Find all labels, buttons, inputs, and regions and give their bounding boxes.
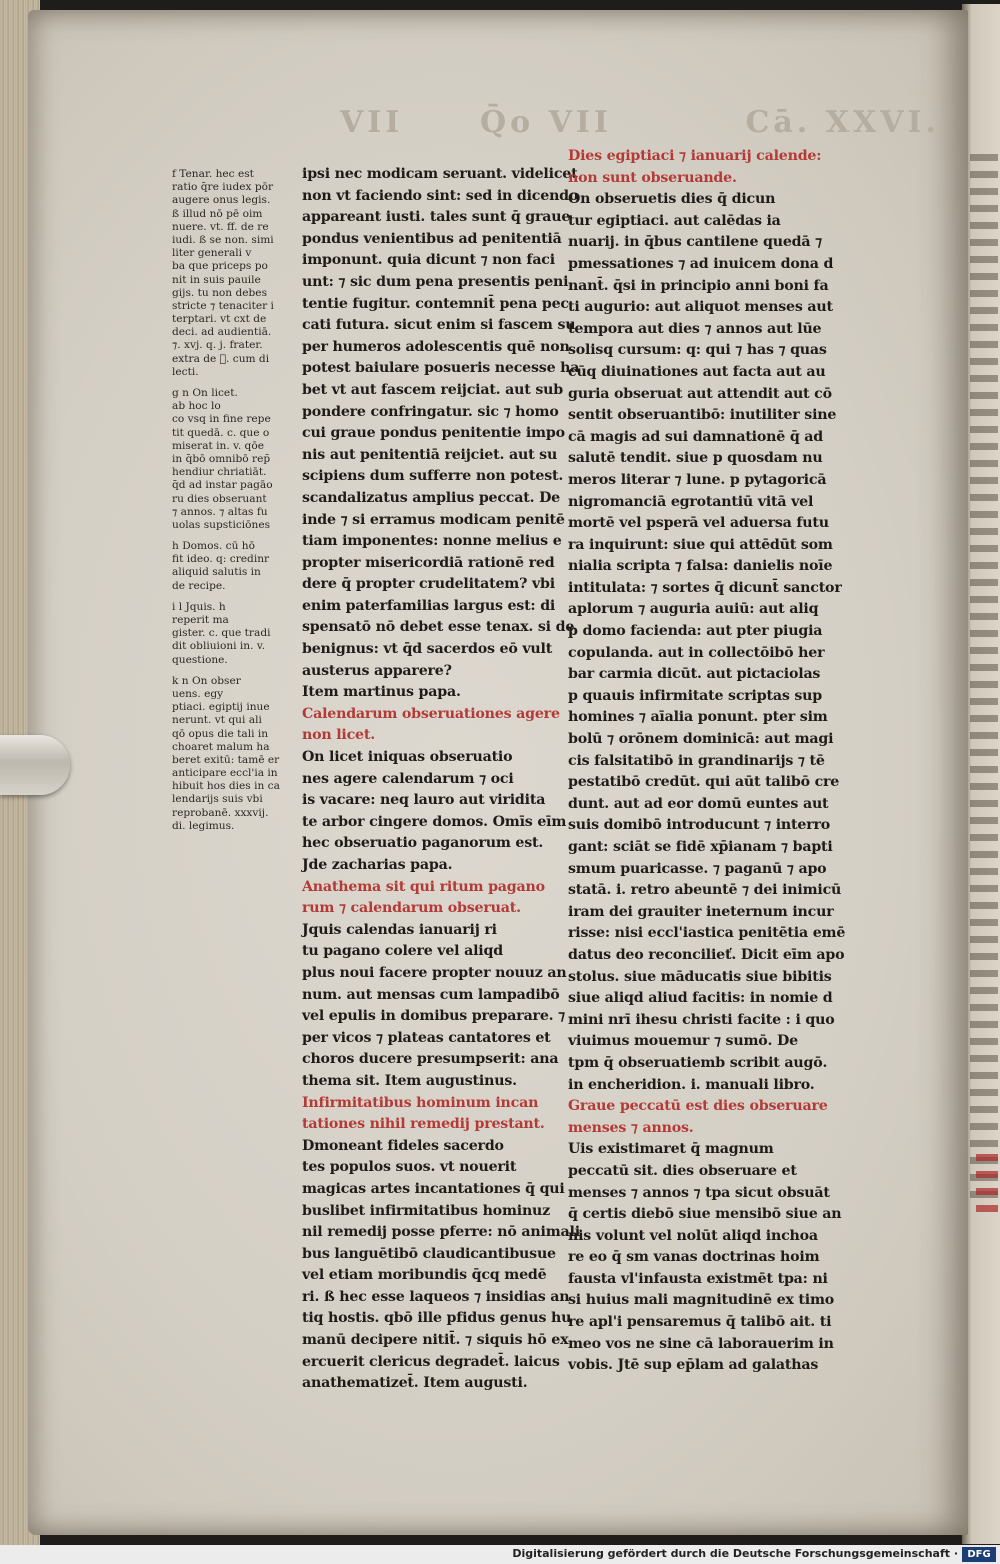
text-line: tempora aut dies ⁊ annos aut lūe [568, 320, 822, 337]
gloss-line: questione. [172, 653, 228, 666]
text-line: smum puaricasse. ⁊ paganū ⁊ apo [568, 860, 827, 877]
gloss-line: anticipare eccl'ia in [172, 767, 278, 780]
gloss-line: nuere. vt. ff. de re [172, 220, 269, 233]
text-line: benignus: vt q̄d sacerdos eō vult [302, 641, 553, 658]
gloss-line: hibuit hos dies in ca [172, 780, 280, 793]
text-line: appareant iusti. tales sunt q̄ graue [302, 209, 571, 226]
gloss-line: ⁊ annos. ⁊ altas fu [172, 505, 268, 518]
gloss-line: choaret malum ha [172, 740, 270, 753]
gloss-line: ratio q̄re iudex pōr [172, 181, 274, 194]
text-line: te arbor cingere domos. Omīs eīm [302, 813, 567, 830]
gloss-line: f Tenar. hec est [172, 168, 254, 180]
text-line: p quauis infirmitate scriptas sup [568, 687, 822, 704]
text-line: ti augurio: aut aliquot menses aut [568, 299, 833, 316]
rubric-heading: non sunt obseruande. [568, 169, 737, 186]
running-head-mid: Q̄o VII [480, 105, 612, 140]
text-line: vel epulis in domibus preparare. ⁊ [302, 1008, 565, 1025]
text-line: statā. i. retro abeuntē ⁊ dei inimicū [568, 882, 842, 899]
text-line: meo vos ne sine cā laborauerim in [568, 1335, 834, 1352]
gloss-line: lecti. [172, 365, 199, 378]
text-line: cis falsitatibō in grandinarijs ⁊ tē [568, 752, 825, 769]
text-line: Jquis calendas ianuarij ri [302, 921, 497, 938]
text-line: imponunt. quia dicunt ⁊ non faci [302, 252, 555, 269]
text-line: vobis. Jtē sup ep̄lam ad galathas [568, 1357, 819, 1374]
running-head-right: Cā. XXVI. [745, 105, 940, 140]
text-line: stolus. siue māducatis siue bibitis [568, 968, 832, 985]
text-line: scandalizatus amplius peccat. De [302, 489, 560, 506]
text-line: re eo q̄ sm vanas doctrinas hoim [568, 1249, 820, 1266]
text-line: dere q̄ propter crudelitatem? vbi [302, 576, 555, 593]
text-line: ri. ß hec esse laqueos ⁊ insidias an [302, 1288, 570, 1305]
text-line: nigromanciā egrotantiū vitā vel [568, 493, 814, 510]
text-line: mini nrī ihesu christi facite : i quo [568, 1011, 835, 1028]
gloss-line: co vsq in fine repe [172, 413, 271, 426]
gloss-line: augere onus legis. [172, 194, 271, 207]
text-line: buslibet infirmitatibus hominuz [302, 1202, 551, 1219]
running-head [340, 105, 940, 145]
text-line: tiq hostis. qbō ille pfidus genus hu [302, 1310, 572, 1327]
text-line: spensatō nō debet esse tenax. si de [302, 619, 575, 636]
gloss-line: nit in suis pauile [172, 273, 261, 286]
text-line: potest baiulare posueris necesse ha [302, 360, 580, 377]
gloss-line: gister. c. que tradi [172, 627, 271, 640]
gloss-line: in q̄bō omnibō rep̄ [172, 452, 271, 465]
text-line: thema sit. Item augustinus. [302, 1072, 517, 1089]
text-line: scipiens dum sufferre non potest. [302, 468, 564, 485]
text-line: bolū ⁊ orōnem dominicā: aut magi [568, 731, 834, 748]
gloss-column [172, 168, 280, 841]
text-line: On licet iniquas obseruatio [302, 749, 513, 766]
text-line: nes agere calendarum ⁊ oci [302, 770, 514, 787]
gloss-line: ⁊. xvj. q. j. frater. [172, 339, 263, 352]
gloss-block [172, 168, 280, 379]
text-line: gant: sciāt se fidē xp̄ianam ⁊ bapti [568, 839, 833, 855]
text-line: mortē vel psperā vel aduersa futu [568, 515, 829, 532]
text-line: cati futura. sicut enim si fascem su [302, 317, 576, 334]
text-line: re apl'i pensaremus q̄ talibō ait. ti [568, 1314, 832, 1331]
text-line: datus deo reconcilieť. Dicit eīm apo [568, 946, 845, 963]
gloss-line: g n On licet. [172, 387, 238, 399]
text-line: ra inquirunt: siue qui attēdūt som [568, 536, 833, 553]
text-line: cūq diuinationes aut facta aut au [568, 363, 826, 380]
text-line: bet vt aut fascem reijciat. aut sub [302, 381, 563, 398]
gloss-block [172, 540, 280, 593]
gloss-line: liter generali v [172, 247, 252, 260]
gloss-line: ß illud nō pē oim [172, 207, 263, 220]
text-line: homines ⁊ aīalia ponunt. pter sim [568, 709, 828, 726]
rubric-heading: Anathema sit qui ritum pagano [302, 878, 545, 895]
text-line: pestatibō credūt. qui aūt talibō cre [568, 774, 840, 791]
gloss-line: extra de ᷓ. cum di [172, 352, 270, 365]
text-line: cā magis ad sui damnationē q̄ ad [568, 428, 823, 445]
text-line: austerus apparere? [302, 662, 452, 679]
gloss-line: aliquid salutis in [172, 566, 261, 579]
gloss-line: uolas supsticiōnes [172, 518, 271, 531]
text-line: si huius mali magnitudinē ex timo [568, 1292, 835, 1309]
text-line: fausta vl'infausta existmēt tpa: ni [568, 1270, 828, 1287]
text-line: is vacare: neq lauro aut viridita [302, 792, 546, 809]
text-line: tiam imponentes: nonne melius e [302, 533, 562, 550]
text-line: nil remedij posse pferre: nō animali [302, 1224, 580, 1241]
footer-bar [0, 1545, 1000, 1564]
gloss-line: ptiaci. egiptij inue [172, 701, 270, 714]
text-line: anathematizet̄. Item augusti. [302, 1375, 528, 1392]
text-line: nis aut penitentiā reijciet. aut su [302, 446, 558, 463]
text-line: bus languētibō claudicantibusue [302, 1245, 556, 1262]
text-line: ercuerit clericus degradet̄. laicus [302, 1353, 560, 1370]
rubric-heading: Calendarum obseruationes agere [302, 705, 560, 722]
gloss-line: stricte ⁊ tenaciter i [172, 299, 274, 312]
text-line: peccatū sit. dies obseruare et [568, 1162, 797, 1179]
facing-page-rubric [976, 1154, 998, 1214]
text-line: tpm q̄ obseruatiemb scribit augō. [568, 1054, 828, 1071]
running-head-left: VII [340, 105, 404, 140]
gloss-line: qō opus die tali in [172, 727, 269, 740]
gloss-line: di. legimus. [172, 819, 235, 832]
text-line: intitulata: ⁊ sortes q̄ dicunt̄ sanctor [568, 579, 842, 596]
text-line: risse: nisi eccl'iastica penitētia emē [568, 925, 846, 942]
text-line: nant̄. q̄si in principio anni boni fa [568, 277, 829, 294]
text-column-right [568, 146, 846, 1377]
gloss-line: nerunt. vt qui ali [172, 714, 262, 727]
text-line: inde ⁊ si erramus modicam penitē [302, 511, 565, 528]
page-clip [0, 735, 70, 795]
text-column-left [302, 164, 580, 1395]
text-line: aplorum ⁊ auguria auiū: aut aliq [568, 601, 819, 618]
gloss-line: beret exitū: tamē er [172, 753, 280, 766]
text-line: pmessationes ⁊ ad inuicem dona d [568, 255, 834, 272]
text-line: per humeros adolescentis quē non [302, 338, 570, 355]
text-line: Dmoneant fideles sacerdo [302, 1137, 504, 1154]
gloss-line: iudi. ß se non. simi [172, 233, 274, 246]
gloss-line: h Domos. cū hō [172, 540, 255, 553]
text-line: in encheridion. i. manuali libro. [568, 1076, 815, 1093]
text-line: copulanda. aut in collectōibō her [568, 644, 825, 661]
gloss-line: fit ideo. q: credinr [172, 553, 270, 566]
text-line: unt: ⁊ sic dum pena presentis peni [302, 273, 569, 290]
gloss-line: gijs. tu non debes [172, 286, 268, 299]
text-line: nuarij. in q̄bus cantilene quedā ⁊ [568, 234, 822, 251]
text-line: salutē tendit. siue p quosdam nu [568, 450, 823, 467]
gloss-line: k n On obser [172, 674, 241, 687]
text-line: sentit obseruantibō: inutiliter sine [568, 407, 837, 424]
rubric-heading: tationes nihil remedij prestant. [302, 1116, 545, 1133]
rubric-heading: menses ⁊ annos. [568, 1119, 694, 1136]
text-line: solisq cursum: q: qui ⁊ has ⁊ quas [568, 342, 827, 359]
text-line: q̄ certis diebō siue mensibō siue an [568, 1206, 842, 1223]
gloss-line: i l Jquis. h [172, 600, 226, 613]
text-line: dunt. aut ad eor domū euntes aut [568, 795, 829, 812]
text-line: vel etiam moribundis q̄cq medē [302, 1267, 547, 1284]
gloss-line: terptari. vt cxt de [172, 313, 267, 326]
text-line: tu pagano colere vel aliqd [302, 943, 503, 960]
rubric-heading: Dies egiptiaci ⁊ ianuarij calende: [568, 148, 822, 164]
text-line: guria obseruat aut attendit aut cō [568, 385, 832, 402]
text-line: tes populos suos. vt nouerit [302, 1159, 517, 1176]
gloss-line: ab hoc lo [172, 400, 221, 413]
text-line: siue aliqd aliud facitis: in nomie d [568, 990, 833, 1007]
gloss-line: ru dies obseruant [172, 492, 267, 505]
gloss-block [172, 387, 280, 532]
gloss-line: reperit ma [172, 614, 229, 626]
gloss-line: ba que priceps po [172, 260, 268, 273]
text-line: pondus venientibus ad penitentiā [302, 230, 562, 247]
text-line: choros ducere presumpserit: ana [302, 1051, 559, 1068]
text-line: suis domibō introducunt ⁊ interro [568, 817, 831, 834]
footer-credit: Digitalisierung gefördert durch die Deutsche Forschungsgemeinschaft · [512, 1547, 958, 1560]
text-line: Uis existimaret q̄ magnum [568, 1141, 774, 1158]
gloss-line: de recipe. [172, 579, 226, 592]
gloss-line: deci. ad audientiā. [172, 326, 272, 339]
text-line: cui graue pondus penitentie impo [302, 425, 565, 442]
text-line: Jde zacharias papa. [302, 857, 453, 873]
text-line: meros literar ⁊ lune. p pytagoricā [568, 471, 827, 488]
dfg-logo: DFG [962, 1547, 996, 1562]
text-line: viuimus mouemur ⁊ sumō. De [568, 1033, 798, 1050]
text-line: p domo facienda: aut pter piugia [568, 623, 823, 640]
text-line: enim paterfamilias largus est: di [302, 597, 556, 614]
text-line: On obseruetis dies q̄ dicun [568, 191, 776, 208]
gloss-block [172, 601, 280, 667]
text-line: magicas artes incantationes q̄ qui [302, 1180, 565, 1197]
gloss-line: q̄d ad instar pagāo [172, 479, 273, 492]
gloss-line: dit obliuioni in. v. [172, 640, 265, 653]
gloss-line: tit quedā. c. que o [172, 426, 270, 439]
rubric-heading: non licet. [302, 727, 375, 744]
text-line: ipsi nec modicam seruant. videlicet [302, 166, 578, 182]
gloss-line: uens. egy [172, 687, 224, 700]
text-line: menses ⁊ annos ⁊ tpa sicut obsuāt [568, 1184, 830, 1201]
text-line: non vt faciendo sint: sed in dicendo [302, 187, 579, 204]
text-line: iram dei grauiter ineternum incur [568, 903, 834, 920]
gloss-line: reprobanē. xxxvij. [172, 806, 269, 819]
gloss-line: lendarijs suis vbi [172, 793, 263, 806]
text-line: pondere confringatur. sic ⁊ homo [302, 403, 559, 420]
text-line: Item martinus papa. [302, 684, 461, 701]
text-line: bar carmia dicūt. aut pictaciolas [568, 666, 821, 683]
text-line: propter misericordiā rationē red [302, 554, 555, 571]
text-line: tentie fugitur. contemnit̄ pena pec [302, 295, 569, 312]
text-line: per vicos ⁊ plateas cantatores et [302, 1029, 551, 1046]
rubric-heading: rum ⁊ calendarum obseruat. [302, 900, 521, 917]
text-line: manū decipere nitit̄. ⁊ siquis hō ex [302, 1332, 569, 1349]
gloss-line: miserat in. v. qōe [172, 439, 264, 452]
text-line: tur egiptiaci. aut calēdas ia [568, 212, 781, 229]
text-line: hec obseruatio paganorum est. [302, 835, 544, 852]
gloss-line: hendiur chriatiāt. [172, 466, 267, 479]
gloss-block [172, 675, 280, 833]
rubric-heading: Infirmitatibus hominum incan [302, 1094, 539, 1111]
text-line: nialia scripta ⁊ falsa: danielis noīe [568, 558, 833, 575]
text-line: num. aut mensas cum lampadibō [302, 986, 560, 1003]
facing-page-text [970, 154, 998, 1204]
rubric-heading: Graue peccatū est dies obseruare [568, 1098, 828, 1115]
text-line: plus noui facere propter nouuz an [302, 964, 567, 981]
text-line: nis volunt vel nolūt aliqd inchoa [568, 1227, 818, 1244]
